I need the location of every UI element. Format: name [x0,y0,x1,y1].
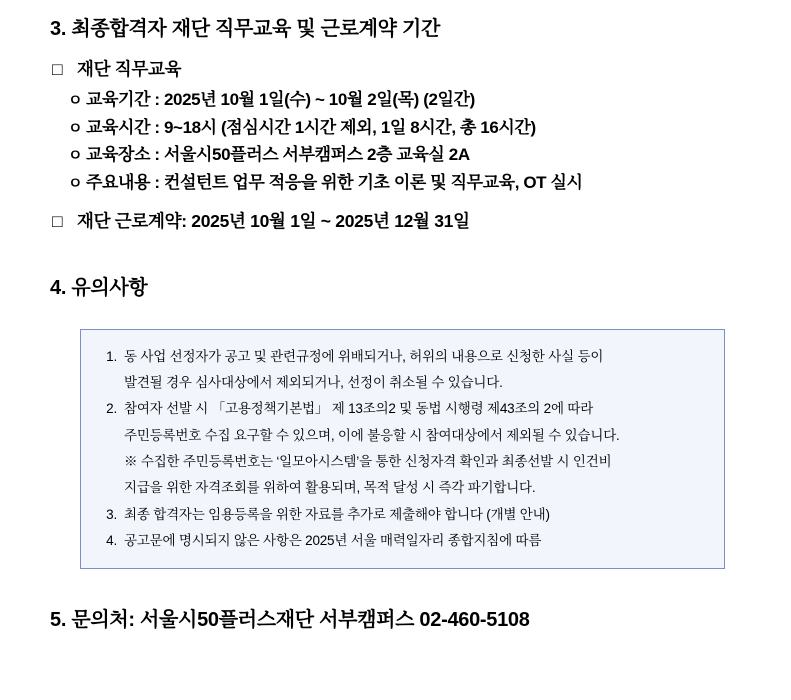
list-item [68,86,763,114]
list-item [91,528,708,554]
notice-number: 3. [106,506,117,522]
notice-number: 2. [106,401,117,417]
subheading-label: 재단 근로계약: 2025년 10월 1일 ~ 2025년 12월 31일 [77,211,470,232]
notice-line-note: ※ 수집한 주민등록번호는 ‘일모아시스템’을 통한 신청자격 확인과 최종선발 시 인건비 [124,453,612,469]
list-item [68,141,763,169]
notice-list [91,344,708,555]
notice-line: 주민등록번호 수집 요구할 수 있으며, 이에 불응할 시 참여대상에서 제외될 수 있습니다. [124,427,620,443]
notice-line: 지급을 위한 자격조회를 위하여 활용되며, 목적 달성 시 즉각 파기합니다. [124,480,536,496]
notice-line: 공고문에 명시되지 않은 사항은 2025년 서울 매력일자리 종합지침에 따름 [124,532,542,548]
notice-body [124,502,550,528]
list-item-label: 교육시간 : 9~18시 (점심시간 1시간 제외, 1일 8시간, 총 16시간) [86,117,536,137]
list-item-label: 교육장소 : 서울시50플러스 서부캠퍼스 2층 교육실 2A [86,145,470,165]
list-item [91,396,708,501]
notice-line: 동 사업 선정자가 공고 및 관련규정에 위배되거나, 허위의 내용으로 신청한 사실 등이 [124,348,604,364]
list-item-label: 교육기간 : 2025년 10월 1일(수) ~ 10월 2일(목) (2일간) [86,90,475,110]
notice-line: 최종 합격자는 임용등록을 위한 자료를 추가로 제출해야 합니다 (개별 안내) [124,506,550,522]
notice-number: 1. [106,348,117,364]
list-item [68,114,763,142]
list-item [68,169,763,197]
spacer [28,239,763,273]
notice-body [124,344,603,397]
notice-box [80,329,725,570]
spacer [28,569,763,605]
square-bullet-icon: □ [52,211,63,232]
notice-line: 발견될 경우 심사대상에서 제외되거나, 선정이 취소될 수 있습니다. [124,374,503,390]
list-item [91,502,708,528]
list-item [91,344,708,397]
section-5-heading: 5. 문의처: 서울시50플러스재단 서부캠퍼스 02-460-5108 [50,609,530,632]
notice-line: 참여자 선발 시 「고용정책기본법」 제 13조의2 및 동법 시행령 제43조의 2에 따라 [124,401,594,417]
section-4-heading: 4. 유의사항 [50,276,148,299]
notice-body [124,528,541,554]
section-3-heading: 3. 최종합격자 재단 직무교육 및 근로계약 기간 [50,18,440,40]
section-3-subheading-contract [52,208,763,234]
square-bullet-icon: □ [52,59,63,79]
notice-number: 4. [106,532,117,548]
circle-bullet-icon: ㅇ [68,174,83,192]
circle-bullet-icon: ㅇ [68,92,83,110]
section-3-subheading-training [52,56,763,82]
notice-body [124,396,620,501]
circle-bullet-icon: ㅇ [68,119,83,137]
spacer [28,309,763,329]
training-detail-list [28,86,763,196]
subheading-label: 재단 직무교육 [77,59,182,79]
list-item-label: 주요내용 : 컨설턴트 업무 적응을 위한 기초 이론 및 직무교육, OT 실시 [86,172,583,192]
circle-bullet-icon: ㅇ [68,147,83,165]
